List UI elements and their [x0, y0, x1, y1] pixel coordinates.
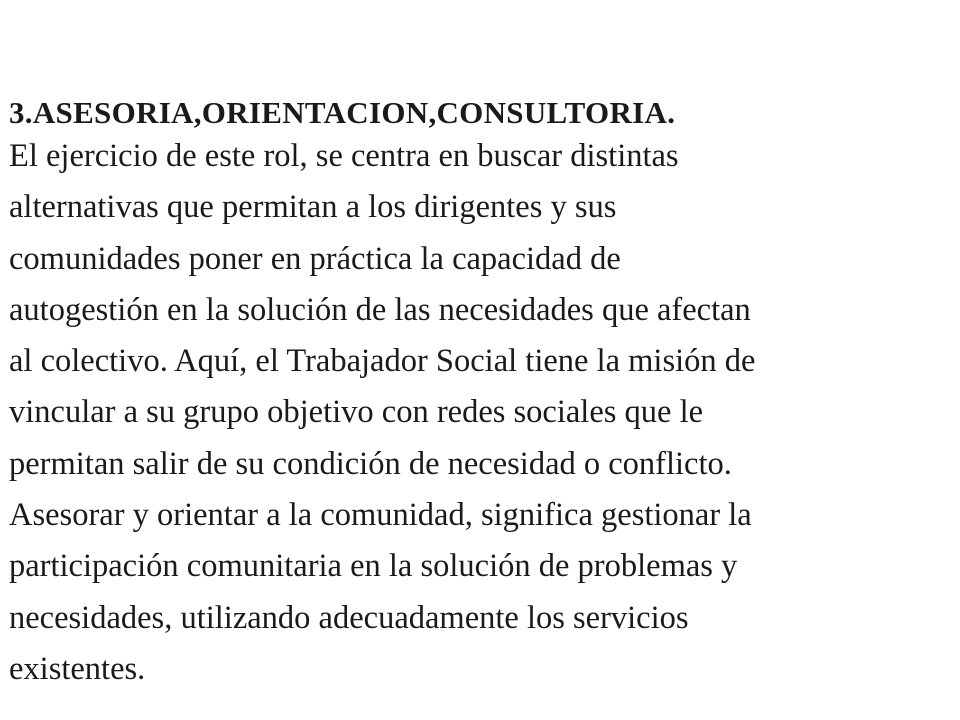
slide-content — [9, 95, 954, 695]
text-line: alternativas que permitan a los dirigentes y sus — [9, 189, 617, 226]
slide-heading: 3.ASESORIA,ORIENTACION,CONSULTORIA. — [9, 95, 676, 130]
text-line: participación comunitaria en la solución de problemas y — [9, 548, 738, 585]
text-line: El ejercicio de este rol, se centra en buscar distintas — [9, 138, 679, 174]
text-line: Asesorar y orientar a la comunidad, significa gestionar la — [9, 497, 752, 534]
text-line: comunidades poner en práctica la capacidad de — [9, 240, 621, 277]
text-line: existentes. — [9, 650, 146, 687]
text-line: al colectivo. Aquí, el Trabajador Social tiene la misión de — [9, 343, 756, 380]
text-line: necesidades, utilizando adecuadamente los servicios — [9, 599, 689, 636]
text-line: autogestión en la solución de las necesidades que afectan — [9, 291, 751, 328]
body-paragraph — [9, 131, 954, 695]
text-line: permitan salir de su condición de necesidad o conflicto. — [9, 445, 732, 482]
text-line: vincular a su grupo objetivo con redes sociales que le — [9, 394, 704, 431]
